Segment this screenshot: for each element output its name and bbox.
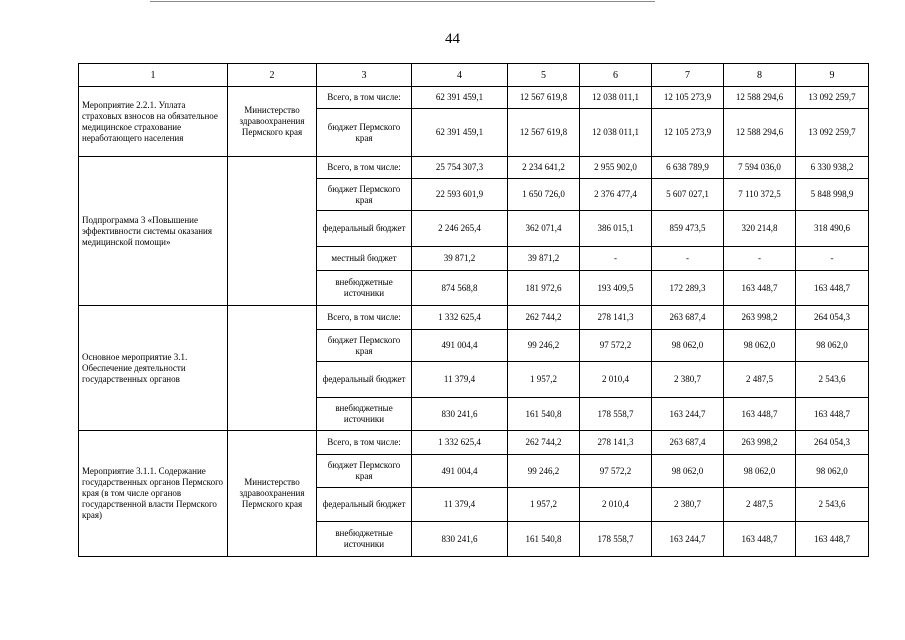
funding-source-cell: внебюджетные источники bbox=[317, 398, 412, 431]
amount-cell: 1 957,2 bbox=[508, 362, 580, 398]
amount-cell: 7 110 372,5 bbox=[724, 179, 796, 211]
amount-cell: 2 487,5 bbox=[724, 362, 796, 398]
amount-cell: 62 391 459,1 bbox=[412, 109, 508, 157]
executor-cell bbox=[228, 157, 317, 306]
amount-cell: 181 972,6 bbox=[508, 271, 580, 306]
amount-cell: 1 650 726,0 bbox=[508, 179, 580, 211]
amount-cell: 874 568,8 bbox=[412, 271, 508, 306]
amount-cell: 264 054,3 bbox=[796, 431, 869, 455]
amount-cell: 13 092 259,7 bbox=[796, 109, 869, 157]
funding-source-cell: внебюджетные источники bbox=[317, 271, 412, 306]
table-row bbox=[79, 157, 869, 179]
executor-cell: Министерство здравоохранения Пермского края bbox=[228, 431, 317, 557]
table-row bbox=[79, 87, 869, 109]
activity-name-cell: Мероприятие 2.2.1. Уплата страховых взносов на обязательное медицинское страхование неработающего населения bbox=[79, 87, 228, 157]
amount-cell: 830 241,6 bbox=[412, 522, 508, 557]
amount-cell: 2 380,7 bbox=[652, 488, 724, 522]
amount-cell: 98 062,0 bbox=[796, 455, 869, 488]
amount-cell: 263 687,4 bbox=[652, 306, 724, 330]
amount-cell: 6 330 938,2 bbox=[796, 157, 869, 179]
funding-source-cell: бюджет Пермского края bbox=[317, 109, 412, 157]
amount-cell: 163 448,7 bbox=[796, 271, 869, 306]
funding-source-cell: внебюджетные источники bbox=[317, 522, 412, 557]
activity-name-cell: Основное мероприятие 3.1. Обеспечение деятельности государственных органов bbox=[79, 306, 228, 431]
amount-cell: 62 391 459,1 bbox=[412, 87, 508, 109]
amount-cell: 2 543,6 bbox=[796, 488, 869, 522]
amount-cell: 98 062,0 bbox=[724, 455, 796, 488]
funding-source-cell: бюджет Пермского края bbox=[317, 179, 412, 211]
amount-cell: 2 010,4 bbox=[580, 488, 652, 522]
amount-cell: 2 380,7 bbox=[652, 362, 724, 398]
column-number: 7 bbox=[652, 64, 724, 87]
amount-cell: 6 638 789,9 bbox=[652, 157, 724, 179]
amount-cell: 12 038 011,1 bbox=[580, 109, 652, 157]
column-number: 8 bbox=[724, 64, 796, 87]
amount-cell: 386 015,1 bbox=[580, 211, 652, 247]
amount-cell: 2 543,6 bbox=[796, 362, 869, 398]
funding-source-cell: федеральный бюджет bbox=[317, 211, 412, 247]
executor-cell: Министерство здравоохранения Пермского края bbox=[228, 87, 317, 157]
amount-cell: 163 448,7 bbox=[796, 398, 869, 431]
column-number: 3 bbox=[317, 64, 412, 87]
amount-cell: 362 071,4 bbox=[508, 211, 580, 247]
amount-cell: 278 141,3 bbox=[580, 306, 652, 330]
amount-cell: 12 588 294,6 bbox=[724, 87, 796, 109]
amount-cell: 98 062,0 bbox=[724, 330, 796, 362]
amount-cell: 11 379,4 bbox=[412, 488, 508, 522]
top-edge-line bbox=[150, 1, 655, 2]
amount-cell: 97 572,2 bbox=[580, 330, 652, 362]
amount-cell: 97 572,2 bbox=[580, 455, 652, 488]
amount-cell: 163 448,7 bbox=[724, 398, 796, 431]
amount-cell: 318 490,6 bbox=[796, 211, 869, 247]
funding-source-cell: Всего, в том числе: bbox=[317, 157, 412, 179]
amount-cell: 2 376 477,4 bbox=[580, 179, 652, 211]
amount-cell: 7 594 036,0 bbox=[724, 157, 796, 179]
amount-cell: 278 141,3 bbox=[580, 431, 652, 455]
amount-cell: 5 848 998,9 bbox=[796, 179, 869, 211]
column-number: 2 bbox=[228, 64, 317, 87]
amount-cell: 263 998,2 bbox=[724, 431, 796, 455]
funding-source-cell: бюджет Пермского края bbox=[317, 330, 412, 362]
amount-cell: 262 744,2 bbox=[508, 431, 580, 455]
funding-source-cell: Всего, в том числе: bbox=[317, 431, 412, 455]
amount-cell: 5 607 027,1 bbox=[652, 179, 724, 211]
amount-cell: 1 957,2 bbox=[508, 488, 580, 522]
column-number: 4 bbox=[412, 64, 508, 87]
amount-cell: 12 105 273,9 bbox=[652, 109, 724, 157]
amount-cell: 2 234 641,2 bbox=[508, 157, 580, 179]
amount-cell: 163 448,7 bbox=[796, 522, 869, 557]
amount-cell: - bbox=[796, 247, 869, 271]
amount-cell: 98 062,0 bbox=[652, 455, 724, 488]
amount-cell: 264 054,3 bbox=[796, 306, 869, 330]
amount-cell: 2 955 902,0 bbox=[580, 157, 652, 179]
funding-source-cell: бюджет Пермского края bbox=[317, 455, 412, 488]
amount-cell: 161 540,8 bbox=[508, 398, 580, 431]
amount-cell: 1 332 625,4 bbox=[412, 431, 508, 455]
amount-cell: 11 379,4 bbox=[412, 362, 508, 398]
amount-cell: 193 409,5 bbox=[580, 271, 652, 306]
column-number: 9 bbox=[796, 64, 869, 87]
funding-source-cell: федеральный бюджет bbox=[317, 488, 412, 522]
amount-cell: 163 244,7 bbox=[652, 522, 724, 557]
column-number-row bbox=[79, 64, 869, 87]
amount-cell: 39 871,2 bbox=[412, 247, 508, 271]
amount-cell: 830 241,6 bbox=[412, 398, 508, 431]
funding-source-cell: Всего, в том числе: bbox=[317, 306, 412, 330]
activity-name-cell: Подпрограмма 3 «Повышение эффективности системы оказания медицинской помощи» bbox=[79, 157, 228, 306]
amount-cell: 98 062,0 bbox=[652, 330, 724, 362]
amount-cell: 2 010,4 bbox=[580, 362, 652, 398]
funding-source-cell: Всего, в том числе: bbox=[317, 87, 412, 109]
amount-cell: 263 998,2 bbox=[724, 306, 796, 330]
table-row bbox=[79, 431, 869, 455]
amount-cell: 172 289,3 bbox=[652, 271, 724, 306]
amount-cell: - bbox=[652, 247, 724, 271]
amount-cell: 99 246,2 bbox=[508, 330, 580, 362]
amount-cell: 12 588 294,6 bbox=[724, 109, 796, 157]
amount-cell: 2 487,5 bbox=[724, 488, 796, 522]
amount-cell: 320 214,8 bbox=[724, 211, 796, 247]
column-number: 5 bbox=[508, 64, 580, 87]
amount-cell: - bbox=[580, 247, 652, 271]
amount-cell: 161 540,8 bbox=[508, 522, 580, 557]
amount-cell: 263 687,4 bbox=[652, 431, 724, 455]
funding-source-cell: местный бюджет bbox=[317, 247, 412, 271]
amount-cell: 12 038 011,1 bbox=[580, 87, 652, 109]
amount-cell: 163 448,7 bbox=[724, 271, 796, 306]
amount-cell: 491 004,4 bbox=[412, 330, 508, 362]
page-number: 44 bbox=[445, 31, 460, 47]
amount-cell: 12 567 619,8 bbox=[508, 109, 580, 157]
amount-cell: 22 593 601,9 bbox=[412, 179, 508, 211]
budget-table bbox=[78, 63, 869, 557]
funding-source-cell: федеральный бюджет bbox=[317, 362, 412, 398]
amount-cell: 13 092 259,7 bbox=[796, 87, 869, 109]
activity-name-cell: Мероприятие 3.1.1. Содержание государственных органов Пермского края (в том числе органов государственной власти Пермского края) bbox=[79, 431, 228, 557]
table-row bbox=[79, 306, 869, 330]
amount-cell: - bbox=[724, 247, 796, 271]
budget-table-body bbox=[79, 64, 869, 557]
amount-cell: 12 567 619,8 bbox=[508, 87, 580, 109]
column-number: 1 bbox=[79, 64, 228, 87]
amount-cell: 12 105 273,9 bbox=[652, 87, 724, 109]
amount-cell: 491 004,4 bbox=[412, 455, 508, 488]
amount-cell: 163 244,7 bbox=[652, 398, 724, 431]
executor-cell bbox=[228, 306, 317, 431]
amount-cell: 163 448,7 bbox=[724, 522, 796, 557]
amount-cell: 25 754 307,3 bbox=[412, 157, 508, 179]
column-number: 6 bbox=[580, 64, 652, 87]
amount-cell: 178 558,7 bbox=[580, 398, 652, 431]
amount-cell: 178 558,7 bbox=[580, 522, 652, 557]
amount-cell: 859 473,5 bbox=[652, 211, 724, 247]
amount-cell: 39 871,2 bbox=[508, 247, 580, 271]
amount-cell: 98 062,0 bbox=[796, 330, 869, 362]
amount-cell: 99 246,2 bbox=[508, 455, 580, 488]
amount-cell: 1 332 625,4 bbox=[412, 306, 508, 330]
amount-cell: 262 744,2 bbox=[508, 306, 580, 330]
amount-cell: 2 246 265,4 bbox=[412, 211, 508, 247]
